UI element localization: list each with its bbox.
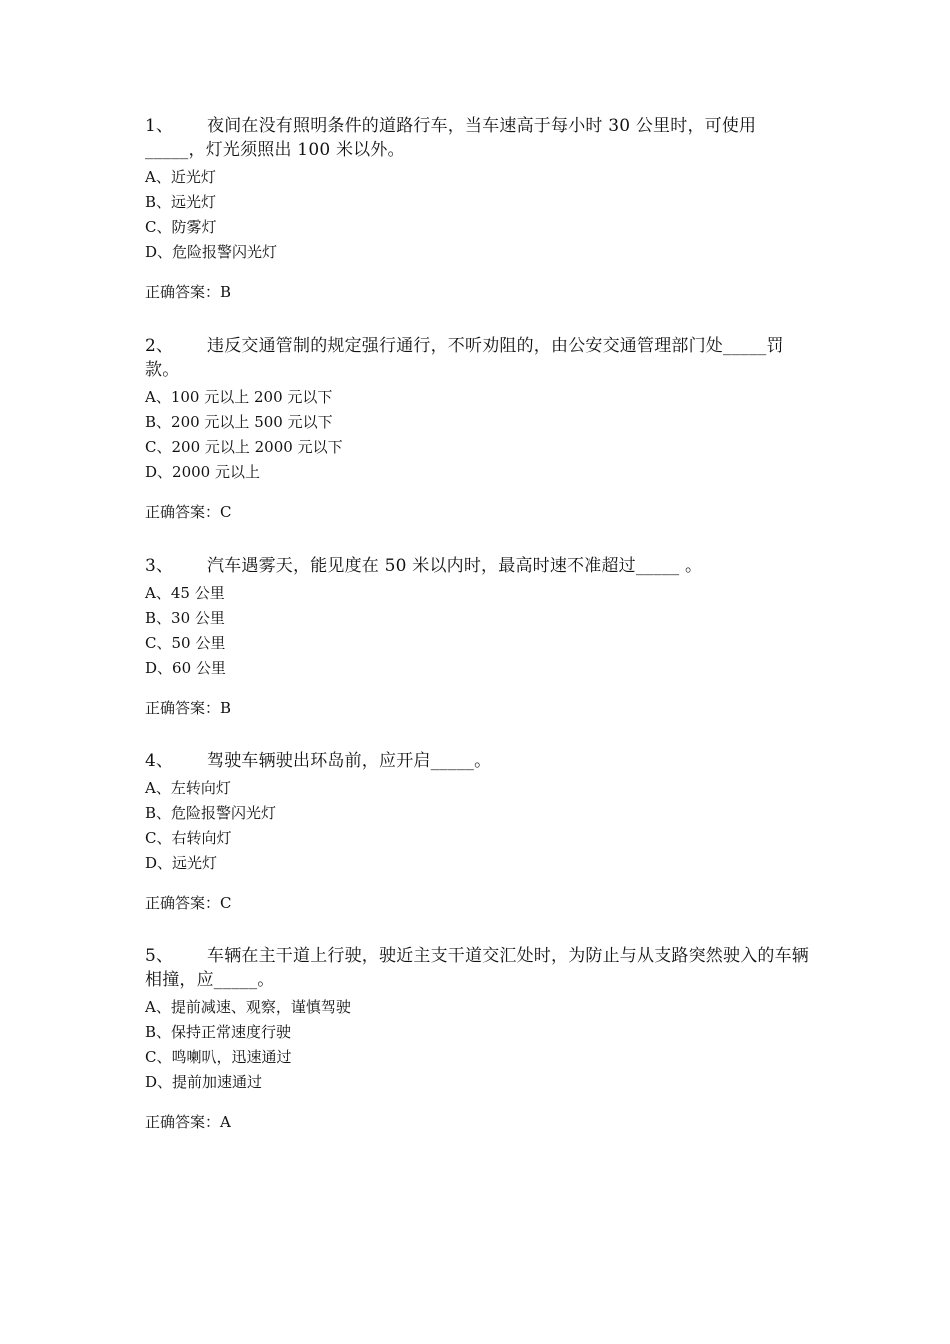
question-stem xyxy=(145,944,810,992)
option-d: D、远光灯 xyxy=(145,854,218,872)
question-number: 1、 xyxy=(145,116,174,136)
option-a: A、提前减速、观察，谨慎驾驶 xyxy=(145,998,351,1016)
question-number: 4、 xyxy=(145,751,174,771)
question-stem xyxy=(145,114,810,162)
correct-answer: 正确答案：C xyxy=(145,894,232,912)
option-a: A、近光灯 xyxy=(145,168,216,186)
question-text: 车辆在主干道上行驶，驶近主支干道交汇处时，为防止与从支路突然驶入的车辆相撞，应_____。 xyxy=(145,946,809,990)
option-c: C、右转向灯 xyxy=(145,829,232,847)
option-b: B、30 公里 xyxy=(145,609,225,627)
option-d: D、提前加速通过 xyxy=(145,1073,263,1091)
option-a: A、100 元以上 200 元以下 xyxy=(145,388,333,406)
correct-answer: 正确答案：B xyxy=(145,283,232,301)
option-c: C、200 元以上 2000 元以下 xyxy=(145,438,343,456)
option-c: C、50 公里 xyxy=(145,634,226,652)
question-4 xyxy=(145,749,810,913)
question-number: 2、 xyxy=(145,336,174,356)
correct-answer: 正确答案：B xyxy=(145,699,232,717)
option-d: D、60 公里 xyxy=(145,659,226,677)
correct-answer: 正确答案：C xyxy=(145,503,232,521)
option-b: B、危险报警闪光灯 xyxy=(145,804,277,822)
question-5 xyxy=(145,944,810,1132)
question-1 xyxy=(145,114,810,302)
question-number: 3、 xyxy=(145,556,174,576)
option-d: D、危险报警闪光灯 xyxy=(145,243,278,261)
question-text: 驾驶车辆驶出环岛前，应开启_____。 xyxy=(207,751,492,771)
option-d: D、2000 元以上 xyxy=(145,463,260,481)
question-stem xyxy=(145,334,810,382)
question-stem xyxy=(145,749,810,773)
question-number: 5、 xyxy=(145,946,174,966)
question-text: 汽车遇雾天，能见度在 50 米以内时，最高时速不准超过_____ 。 xyxy=(207,556,703,576)
question-2 xyxy=(145,334,810,522)
option-b: B、保持正常速度行驶 xyxy=(145,1023,292,1041)
correct-answer: 正确答案：A xyxy=(145,1113,231,1131)
question-text: 违反交通管制的规定强行通行，不听劝阻的，由公安交通管理部门处_____罚款。 xyxy=(145,336,784,380)
option-a: A、45 公里 xyxy=(145,584,225,602)
question-stem xyxy=(145,554,810,578)
option-c: C、防雾灯 xyxy=(145,218,217,236)
option-b: B、200 元以上 500 元以下 xyxy=(145,413,333,431)
question-text: 夜间在没有照明条件的道路行车，当车速高于每小时 30 公里时，可使用_____，灯光须照出 100 米以外。 xyxy=(145,116,757,160)
option-a: A、左转向灯 xyxy=(145,779,231,797)
option-b: B、远光灯 xyxy=(145,193,217,211)
option-c: C、鸣喇叭，迅速通过 xyxy=(145,1048,292,1066)
question-3 xyxy=(145,554,810,718)
